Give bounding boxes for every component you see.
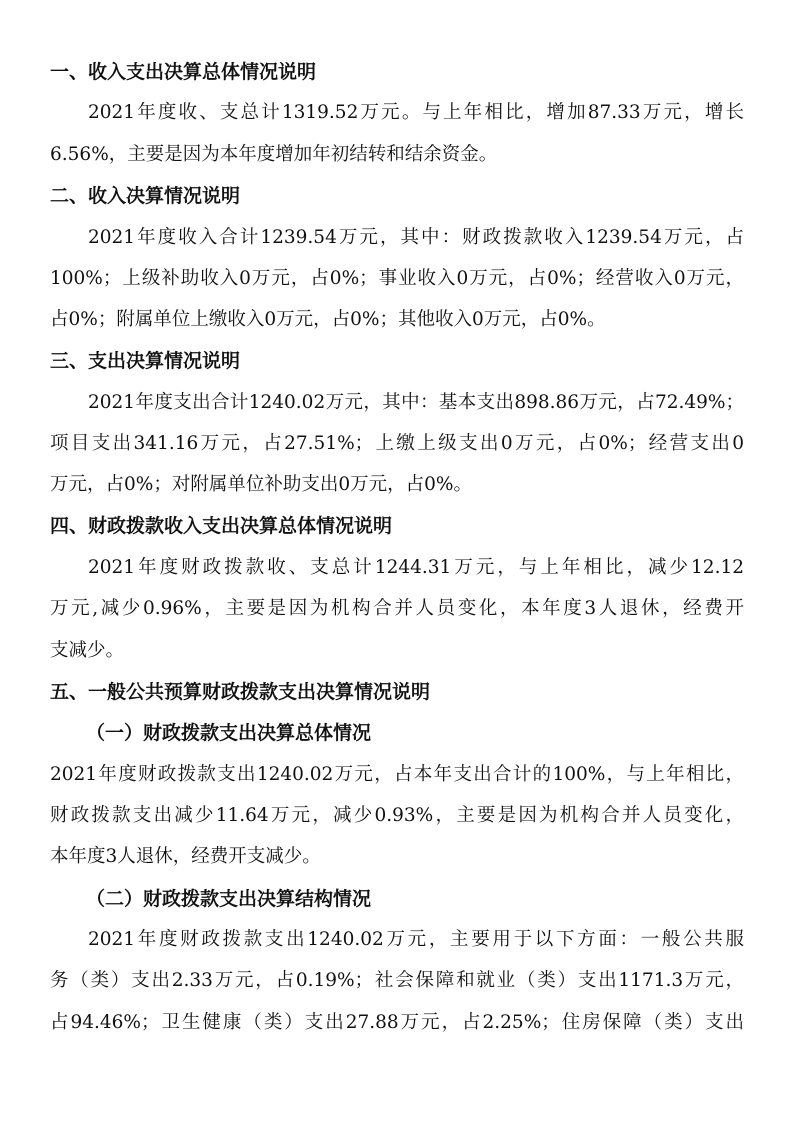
paragraph-line: 2021年度财政拨款支出1240.02万元，主要用于以下方面：一般公共服 — [88, 929, 744, 950]
paragraph-line: 本年度3人退休，经费开支减少。 — [50, 846, 321, 867]
subsection-heading-2: （二）财政拨款支出决算结构情况 — [86, 888, 372, 910]
subsection-heading-1: （一）财政拨款支出决算总体情况 — [86, 722, 372, 744]
section-heading-1: 一、收入支出决算总体情况说明 — [50, 61, 317, 83]
paragraph-line: 2021年度支出合计1240.02万元，其中：基本支出898.86万元，占72.49%； — [88, 392, 744, 413]
paragraph-line: 财政拨款支出减少11.64万元，减少0.93%，主要是因为机构合并人员变化， — [50, 805, 744, 826]
paragraph-line: 支减少。 — [50, 640, 125, 661]
section-heading-2: 二、收入决算情况说明 — [50, 185, 241, 207]
paragraph-line: 6.56%，主要是因为本年度增加年初结转和结余资金。 — [50, 144, 498, 165]
paragraph-line: 占0%；附属单位上缴收入0万元，占0%；其他收入0万元，占0%。 — [50, 309, 606, 330]
section-heading-3: 三、支出决算情况说明 — [50, 350, 241, 372]
paragraph-line: 项目支出341.16万元，占27.51%；上缴上级支出0万元，占0%；经营支出0 — [50, 433, 744, 454]
paragraph-line: 2021年度财政拨款收、支总计1244.31万元，与上年相比，减少12.12 — [88, 557, 744, 578]
paragraph-line: 2021年度收、支总计1319.52万元。与上年相比，增加87.33万元，增长 — [88, 102, 744, 123]
paragraph-line: 务（类）支出2.33万元，占0.19%；社会保障和就业（类）支出1171.3万元， — [50, 970, 744, 991]
section-heading-5: 五、一般公共预算财政拨款支出决算情况说明 — [50, 681, 431, 703]
paragraph-line: 2021年度财政拨款支出1240.02万元，占本年支出合计的100%，与上年相比， — [50, 764, 744, 785]
paragraph-line: 万元，占0%；对附属单位补助支出0万元，占0%。 — [50, 474, 472, 495]
paragraph-line: 2021年度收入合计1239.54万元，其中：财政拨款收入1239.54万元，占 — [88, 227, 744, 248]
paragraph-line: 100%；上级补助收入0万元，占0%；事业收入0万元，占0%；经营收入0万元， — [50, 268, 744, 289]
paragraph-line: 万元,减少0.96%，主要是因为机构合并人员变化，本年度3人退休，经费开 — [50, 598, 744, 619]
section-heading-4: 四、财政拨款收入支出决算总体情况说明 — [50, 515, 393, 537]
paragraph-line: 占94.46%；卫生健康（类）支出27.88万元，占2.25%；住房保障（类）支出 — [50, 1012, 744, 1033]
